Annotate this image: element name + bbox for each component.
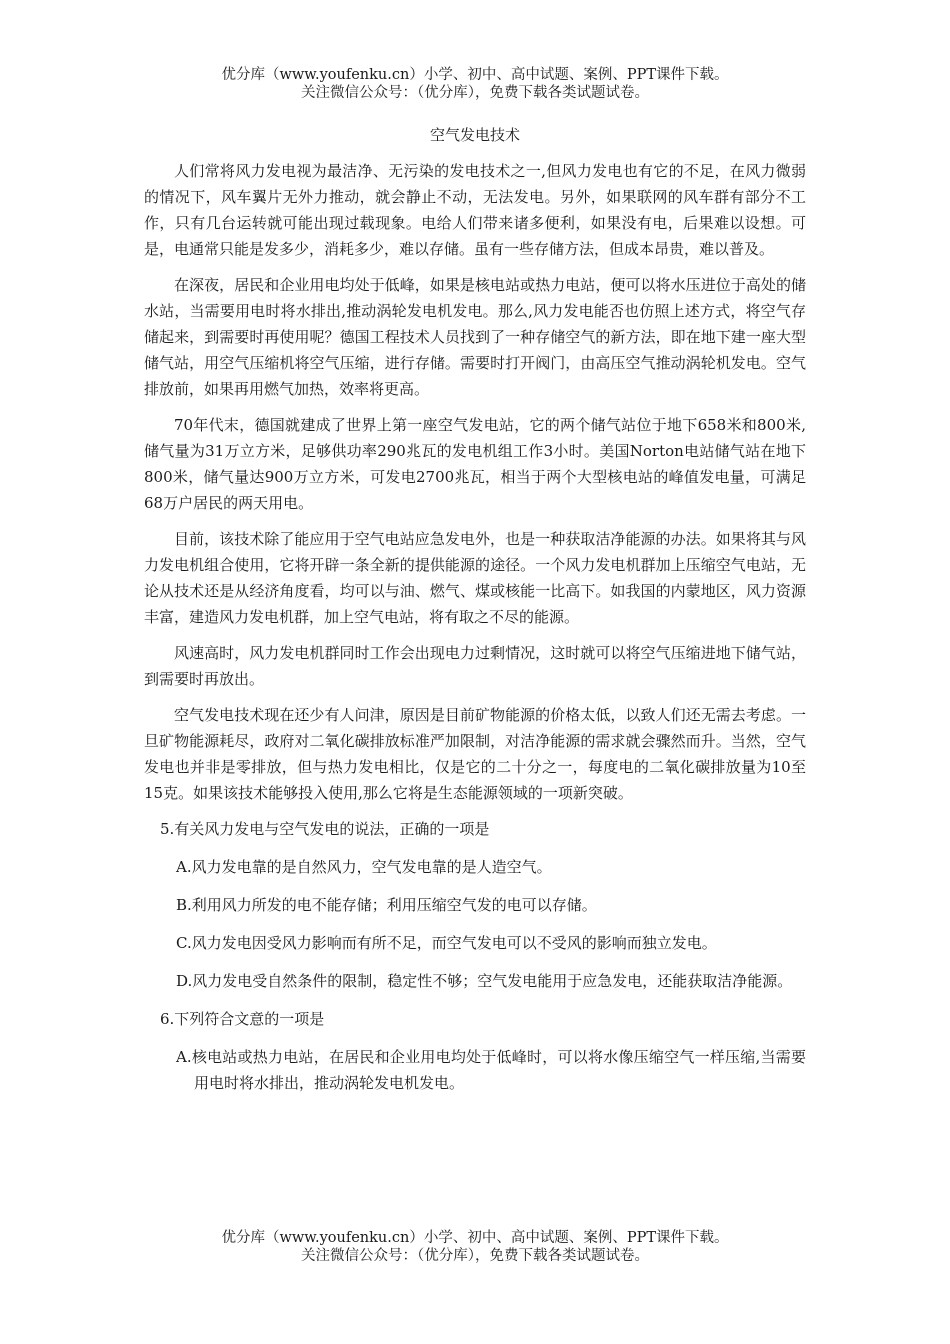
paragraph-3: 70年代末，德国就建成了世界上第一座空气发电站，它的两个储气站位于地下658米和800米,储气量为31万立方米，足够供功率290兆瓦的发电机组工作3小时。美国Norton电站储气站在地下800米，储气量达900万立方米，可发电2700兆瓦，相当于两个大型核电站的峰值发电量，可满足68万户居民的两天用电。 <box>144 416 806 512</box>
question-option: C.风力发电因受风力影响而有所不足，而空气发电可以不受风的影响而独立发电。 <box>176 934 717 952</box>
question-stem: 6.下列符合文意的一项是 <box>160 1010 325 1028</box>
article-body <box>144 158 806 1108</box>
question-6 <box>144 1006 806 1096</box>
footer-line-2: 关注微信公众号：（优分库），免费下载各类试题试卷。 <box>301 1248 649 1264</box>
question-stem: 5.有关风力发电与空气发电的说法，正确的一项是 <box>160 820 490 838</box>
paragraph-1: 人们常将风力发电视为最洁净、无污染的发电技术之一,但风力发电也有它的不足，在风力微弱的情况下，风车翼片无外力推动，就会静止不动，无法发电。另外，如果联网的风车群有部分不工作，只有几台运转就可能出现过载现象。电给人们带来诸多便利，如果没有电，后果难以设想。可是，电通常只能是发多少，消耗多少，难以存储。虽有一些存储方法，但成本昂贵，难以普及。 <box>144 162 806 258</box>
page-header <box>0 66 950 102</box>
header-line-2: 关注微信公众号：（优分库），免费下载各类试题试卷。 <box>301 85 649 101</box>
question-option: A.核电站或热力电站，在居民和企业用电均处于低峰时，可以将水像压缩空气一样压缩,当需要用电时将水排出，推动涡轮发电机发电。 <box>176 1048 806 1092</box>
page-footer <box>0 1229 950 1265</box>
question-5 <box>144 816 806 994</box>
paragraph-4: 目前，该技术除了能应用于空气电站应急发电外，也是一种获取洁净能源的办法。如果将其与风力发电机组合使用，它将开辟一条全新的提供能源的途径。一个风力发电机群加上压缩空气电站，无论从技术还是从经济角度看，均可以与油、燃气、煤或核能一比高下。如我国的内蒙地区，风力资源丰富，建造风力发电机群，加上空气电站，将有取之不尽的能源。 <box>144 530 806 626</box>
article-title: 空气发电技术 <box>429 126 520 144</box>
question-option: A.风力发电靠的是自然风力，空气发电靠的是人造空气。 <box>176 858 552 876</box>
footer-line-1: 优分库（www.youfenku.cn）小学、初中、高中试题、案例、PPT课件下载。 <box>221 1230 729 1246</box>
question-option: B.利用风力所发的电不能存储；利用压缩空气发的电可以存储。 <box>176 896 597 914</box>
paragraph-5: 风速高时，风力发电机群同时工作会出现电力过剩情况，这时就可以将空气压缩进地下储气站，到需要时再放出。 <box>144 644 806 688</box>
question-option: D.风力发电受自然条件的限制，稳定性不够；空气发电能用于应急发电，还能获取洁净能源。 <box>176 972 793 990</box>
paragraph-2: 在深夜，居民和企业用电均处于低峰，如果是核电站或热力电站，便可以将水压进位于高处的储水站，当需要用电时将水排出,推动涡轮发电机发电。那么,风力发电能否也仿照上述方式，将空气存储起来，到需要时再使用呢？德国工程技术人员找到了一种存储空气的新方法，即在地下建一座大型储气站，用空气压缩机将空气压缩，进行存储。需要时打开阀门，由高压空气推动涡轮机发电。空气排放前，如果再用燃气加热，效率将更高。 <box>144 276 806 398</box>
paragraph-6: 空气发电技术现在还少有人问津，原因是目前矿物能源的价格太低，以致人们还无需去考虑。一旦矿物能源耗尽，政府对二氧化碳排放标准严加限制，对洁净能源的需求就会骤然而升。当然，空气发电也并非是零排放，但与热力发电相比，仅是它的二十分之一，每度电的二氧化碳排放量为10至15克。如果该技术能够投入使用,那么它将是生态能源领域的一项新突破。 <box>144 706 806 802</box>
header-line-1: 优分库（www.youfenku.cn）小学、初中、高中试题、案例、PPT课件下载。 <box>221 67 729 83</box>
